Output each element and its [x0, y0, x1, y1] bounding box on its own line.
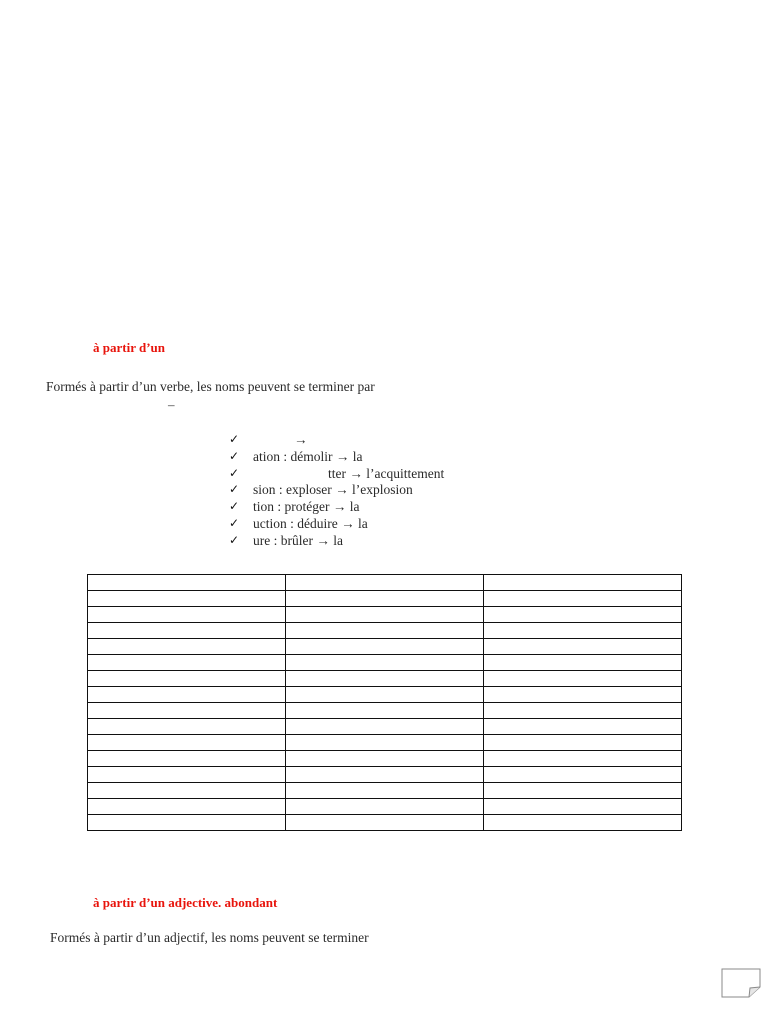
table-row: [88, 591, 682, 607]
section-1-heading: à partir d’un: [93, 340, 165, 355]
table-cell: [88, 655, 286, 671]
table-cell: [88, 623, 286, 639]
table-cell: [88, 799, 286, 815]
table-cell: [88, 687, 286, 703]
folded-page-corner-icon: [721, 968, 761, 998]
table-cell: [88, 751, 286, 767]
checklist-item-text: sion : exploser → l’explosion: [253, 482, 413, 498]
check-mark-icon: ✓: [229, 448, 240, 463]
check-mark-icon: ✓: [229, 482, 240, 497]
table-row: [88, 655, 682, 671]
dash-mark: –: [168, 397, 175, 412]
table-row: [88, 671, 682, 687]
table-cell: [484, 799, 682, 815]
table-cell: [286, 575, 484, 591]
table-row: [88, 639, 682, 655]
table-cell: [286, 783, 484, 799]
table-cell: [286, 687, 484, 703]
table-row: [88, 719, 682, 735]
table-cell: [88, 591, 286, 607]
table-cell: [484, 735, 682, 751]
table-cell: [484, 703, 682, 719]
table-cell: [484, 815, 682, 831]
table-cell: [286, 767, 484, 783]
table-cell: [286, 639, 484, 655]
table-cell: [88, 607, 286, 623]
check-mark-icon: ✓: [229, 515, 240, 530]
table-cell: [484, 767, 682, 783]
table-row: [88, 687, 682, 703]
table-cell: [286, 735, 484, 751]
table-cell: [484, 623, 682, 639]
table-row: [88, 703, 682, 719]
table-cell: [484, 575, 682, 591]
table-row: [88, 575, 682, 591]
table-cell: [484, 687, 682, 703]
table-row: [88, 767, 682, 783]
table-cell: [286, 815, 484, 831]
table-cell: [88, 719, 286, 735]
table-row: [88, 751, 682, 767]
checklist-item-text: uction : déduire → la: [253, 515, 368, 531]
section-1-paragraph: Formés à partir d’un verbe, les noms peuvent se terminer par: [46, 379, 375, 394]
table-cell: [88, 575, 286, 591]
table-row: [88, 607, 682, 623]
table-cell: [286, 655, 484, 671]
checklist-item-text: ation : démolir → la: [253, 448, 363, 464]
table-cell: [88, 767, 286, 783]
check-mark-icon: ✓: [229, 432, 240, 446]
checklist-item-text: →: [294, 432, 308, 447]
table-cell: [484, 719, 682, 735]
table-cell: [88, 703, 286, 719]
table-cell: [88, 639, 286, 655]
table-cell: [484, 671, 682, 687]
table-row: [88, 783, 682, 799]
table-cell: [88, 735, 286, 751]
check-mark-icon: ✓: [229, 532, 240, 547]
section-2-paragraph: Formés à partir d’un adjectif, les noms peuvent se terminer: [50, 930, 369, 945]
table-row: [88, 735, 682, 751]
table-cell: [484, 591, 682, 607]
table-row: [88, 815, 682, 831]
table-cell: [286, 607, 484, 623]
table-cell: [286, 671, 484, 687]
blank-exercise-table: [87, 574, 682, 831]
table-cell: [88, 783, 286, 799]
table-cell: [484, 783, 682, 799]
table-cell: [286, 591, 484, 607]
table-row: [88, 623, 682, 639]
table-cell: [484, 655, 682, 671]
check-mark-icon: ✓: [229, 499, 240, 514]
checklist-item-text: tter → l’acquittement: [328, 465, 445, 481]
check-mark-icon: ✓: [229, 465, 240, 480]
table-cell: [484, 751, 682, 767]
table-cell: [286, 799, 484, 815]
section-2-heading: à partir d’un adjective. abondant: [93, 895, 278, 910]
checklist-item-text: ure : brûler → la: [253, 532, 343, 548]
table-cell: [286, 719, 484, 735]
table-row: [88, 799, 682, 815]
table-cell: [88, 671, 286, 687]
table-cell: [88, 815, 286, 831]
table-cell: [286, 751, 484, 767]
table-cell: [286, 623, 484, 639]
table-cell: [484, 639, 682, 655]
table-cell: [286, 703, 484, 719]
checklist-item-text: tion : protéger → la: [253, 499, 360, 515]
table-cell: [484, 607, 682, 623]
